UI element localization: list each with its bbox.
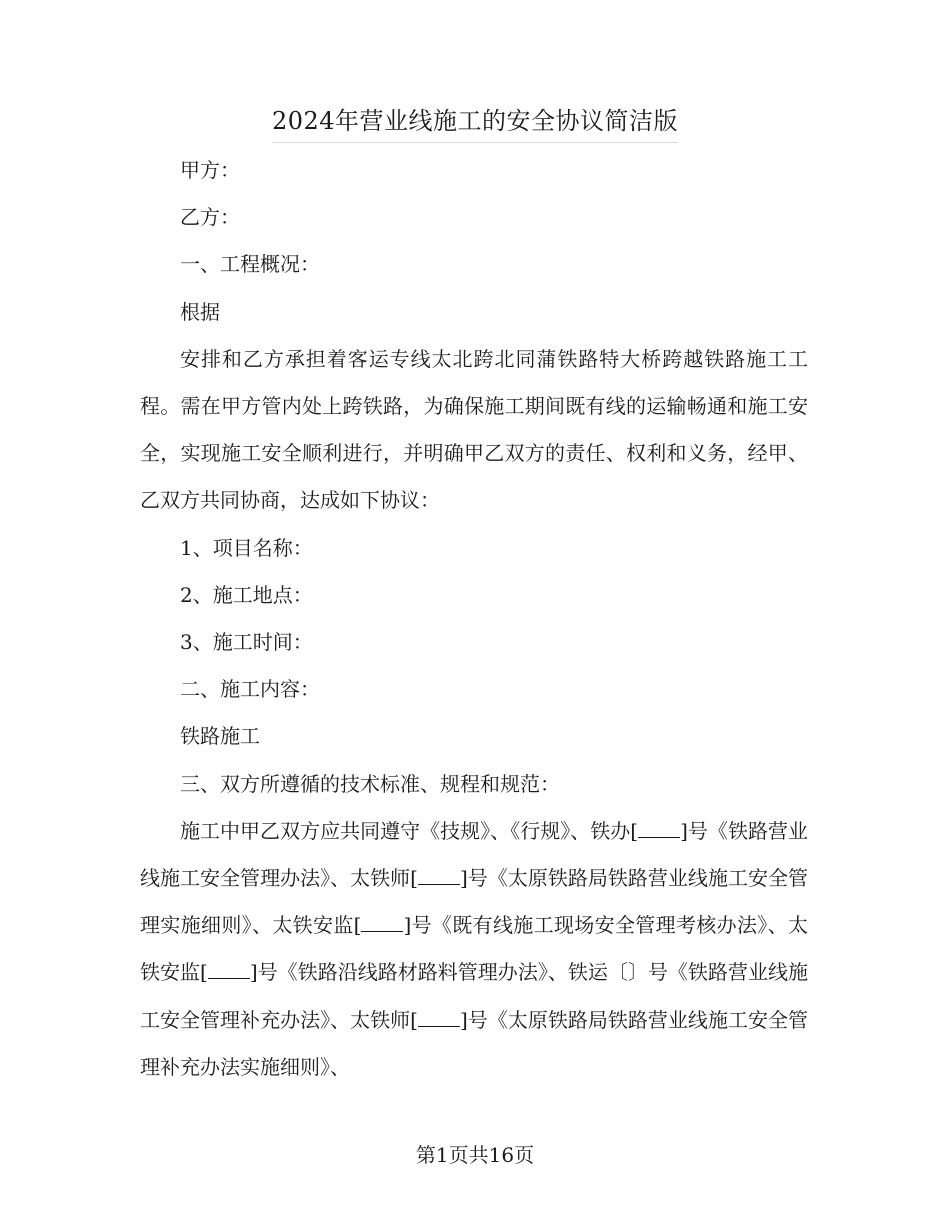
paragraph-standards	[140, 808, 808, 1091]
fill-in-blank	[361, 913, 403, 932]
section-heading-construction-content: 二、施工内容：	[180, 677, 320, 702]
fill-in-blank	[638, 819, 680, 838]
standards-text: ]号《铁路沿线路材路料管理办法》、铁运〔〕号《铁路营业线施工安全管理补充办法》、太铁师[	[140, 960, 808, 1032]
document-body	[140, 147, 808, 1091]
standards-text: ]号《太原铁路局铁路营业线施工安全管理补充办法实施细则》、	[140, 1007, 808, 1079]
page-number-footer: 第1页共16页	[415, 1143, 535, 1167]
item-construction-site: 2、施工地点：	[180, 582, 313, 607]
item-construction-time: 3、施工时间：	[180, 630, 313, 655]
paragraph-according-to: 根据	[180, 299, 220, 324]
fill-in-blank	[418, 1008, 460, 1027]
paragraph-party-b: 乙方：	[180, 205, 240, 230]
standards-text: ]号《铁路营业线施工安全管理办法》、太铁师[	[140, 818, 808, 891]
title-underline	[272, 142, 678, 143]
document-title: 2024年营业线施工的安全协议简洁版	[271, 107, 679, 135]
fill-in-blank	[208, 960, 250, 979]
fill-in-blank	[418, 866, 460, 885]
item-project-name: 1、项目名称：	[180, 535, 313, 560]
paragraph-project-description: 安排和乙方承担着客运专线太北跨北同蒲铁路特大桥跨越铁路施工工程。需在甲方管内处上跨铁路，为确保施工期间既有线的运输畅通和施工安全，实现施工安全顺利进行，并明确甲乙双方的责任、权利和义务，经甲、乙双方共同协商，达成如下协议：	[140, 346, 808, 513]
standards-text: ]号《既有线施工现场安全管理考核办法》、太铁安监[	[140, 913, 808, 985]
paragraph-railway-construction: 铁路施工	[180, 724, 260, 749]
standards-text: 施工中甲乙双方应共同遵守《技规》、《行规》、铁办[	[180, 818, 639, 843]
section-heading-project-overview: 一、工程概况：	[180, 252, 320, 277]
section-heading-standards: 三、双方所遵循的技术标准、规程和规范：	[180, 771, 560, 796]
standards-text: ]号《太原铁路局铁路营业线施工安全管理实施细则》、太铁安监[	[140, 866, 808, 938]
paragraph-party-a: 甲方：	[180, 158, 240, 182]
